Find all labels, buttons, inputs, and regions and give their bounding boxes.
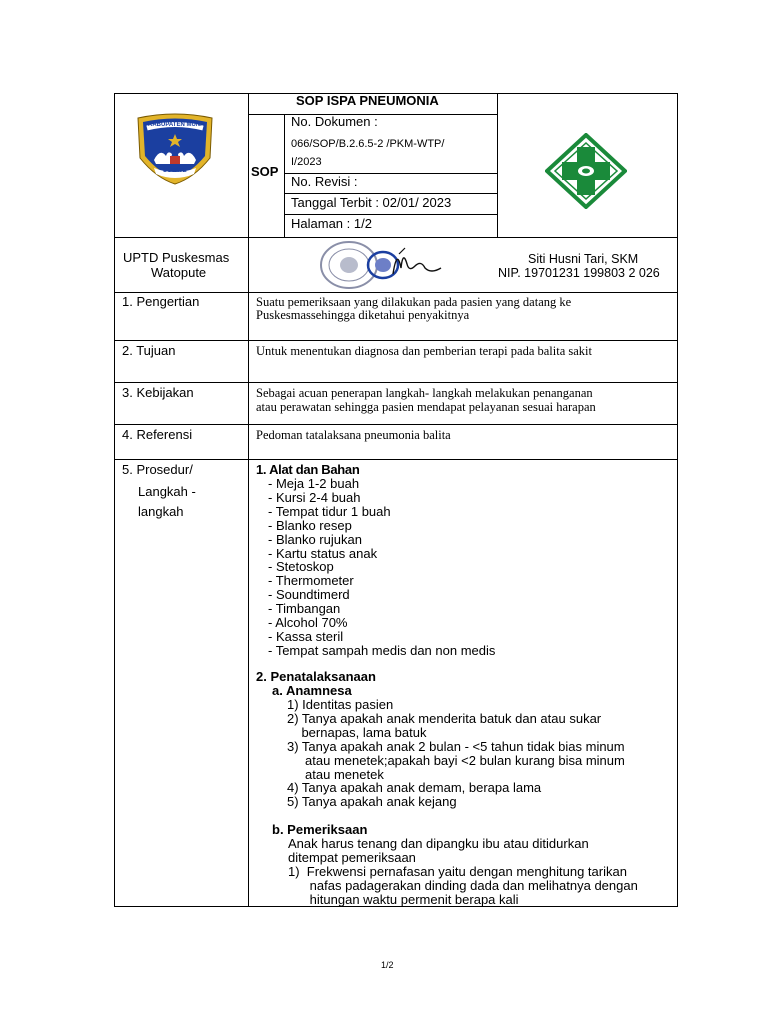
- anamnesa-list: [287, 698, 625, 809]
- institution-name: UPTD Puskesmas: [123, 250, 230, 265]
- head-name: Siti Husni Tari, SKM: [528, 252, 639, 266]
- list-item: 2) Tanya apakah anak menderita batuk dan atau sukar: [287, 710, 602, 726]
- list-item: 5) Tanya apakah anak kejang: [287, 794, 457, 810]
- document-title: SOP ISPA PNEUMONIA: [296, 93, 439, 108]
- kebijakan-text-1: Sebagai acuan penerapan langkah- langkah melakukan penanganan: [256, 386, 593, 400]
- doc-number-value: 066/SOP/B.2.6.5-2 /PKM-WTP/: [291, 138, 445, 150]
- logo-text-top: KABUPATEN MUNA: [148, 122, 205, 128]
- tujuan-label: 2. Tujuan: [122, 343, 176, 358]
- list-item: - Stetoskop: [268, 559, 334, 575]
- tujuan-text: Untuk menentukan diagnosa dan pemberian terapi pada balita sakit: [256, 344, 592, 358]
- pengertian-label: 1. Pengertian: [122, 294, 200, 309]
- list-item: - Alcohol 70%: [268, 615, 348, 631]
- pengertian-text-2: Puskesmassehingga diketahui penyakitnya: [256, 308, 470, 322]
- referensi-text: Pedoman tatalaksana pneumonia balita: [256, 428, 451, 442]
- signature-scribble-icon: [385, 244, 445, 280]
- kebijakan-label: 3. Kebijakan: [122, 385, 194, 400]
- list-item: - Timbangan: [268, 601, 341, 617]
- pemeriksaan-list: [288, 837, 638, 907]
- anamnesa-heading: a. Anamnesa: [272, 683, 352, 698]
- list-item: - Kassa steril: [268, 628, 344, 644]
- list-item: - Tempat tidur 1 buah: [268, 503, 391, 519]
- list-item: - Tempat sampah medis dan non medis: [268, 642, 496, 658]
- list-item: nafas padagerakan dinding dada dan melihatnya dengan: [288, 877, 638, 893]
- list-item: ditempat pemeriksaan: [288, 849, 416, 865]
- list-item: - Kartu status anak: [268, 545, 378, 561]
- list-item: atau menetek: [287, 766, 384, 782]
- list-item: Anak harus tenang dan dipangku ibu atau ditidurkan: [288, 836, 589, 851]
- page-count: Halaman : 1/2: [291, 216, 372, 231]
- list-item: - Blanko resep: [268, 517, 352, 533]
- kebijakan-text-2: atau perawatan sehingga pasien mendapat pelayanan sesuai harapan: [256, 400, 596, 414]
- pengertian-text-1: Suatu pemeriksaan yang dilakukan pada pasien yang datang ke: [256, 295, 572, 309]
- kabupaten-muna-logo: [134, 112, 216, 186]
- list-item: hitungan waktu permenit berapa kali: [288, 891, 519, 907]
- penatalaksanaan-heading: 2. Penatalaksanaan: [256, 669, 376, 684]
- list-item: - Soundtimerd: [268, 587, 350, 603]
- logo-text-bottom: SOWITE: [163, 168, 187, 174]
- list-item: 4) Tanya apakah anak demam, berapa lama: [287, 780, 542, 796]
- list-item: - Blanko rujukan: [268, 531, 362, 547]
- sop-label: SOP: [251, 164, 279, 179]
- health-cross-icon: [545, 133, 627, 209]
- revision-label: No. Revisi :: [291, 174, 358, 189]
- page-footer: 1/2: [381, 960, 394, 970]
- list-item: - Thermometer: [268, 573, 354, 589]
- list-item: - Meja 1-2 buah: [268, 476, 360, 491]
- alat-heading: 1. Alat dan Bahan: [256, 462, 360, 477]
- prosedur-label-3: langkah: [138, 504, 184, 519]
- prosedur-label-1: 5. Prosedur/: [122, 462, 193, 477]
- signature: [385, 244, 445, 280]
- doc-number-label: No. Dokumen :: [291, 114, 378, 129]
- referensi-label: 4. Referensi: [122, 427, 193, 442]
- pemeriksaan-heading: b. Pemeriksaan: [272, 822, 368, 837]
- list-item: - Kursi 2-4 buah: [268, 489, 361, 505]
- doc-number-value-2: I/2023: [291, 156, 322, 168]
- puskesmas-logo: [545, 133, 627, 209]
- head-nip: NIP. 19701231 199803 2 026: [498, 266, 660, 280]
- institution-location: Watopute: [151, 265, 207, 280]
- list-item: atau menetek;apakah bayi <2 bulan kurang bisa minum: [287, 752, 625, 768]
- issue-date: Tanggal Terbit : 02/01/ 2023: [291, 195, 452, 210]
- prosedur-label-2: Langkah -: [138, 484, 196, 499]
- list-item: 3) Tanya apakah anak 2 bulan - <5 tahun tidak bias minum: [287, 738, 625, 754]
- list-item: 1) Identitas pasien: [287, 697, 394, 712]
- list-item: bernapas, lama batuk: [287, 724, 427, 740]
- list-item: 1) Frekwensi pernafasan yaitu dengan menghitung tarikan: [288, 863, 627, 879]
- alat-list: [268, 477, 495, 658]
